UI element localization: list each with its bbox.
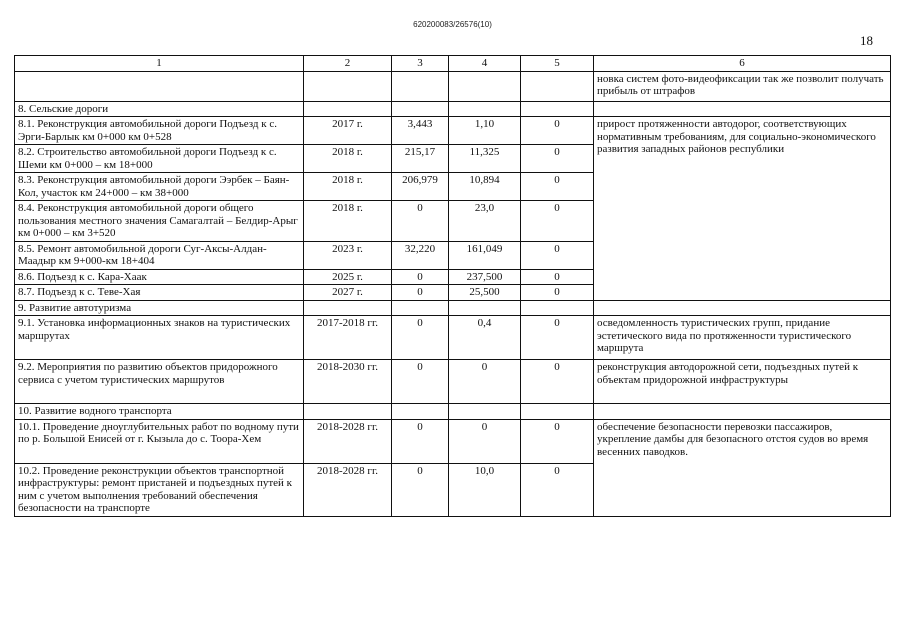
table-row xyxy=(15,316,891,360)
column-header: 1 xyxy=(15,56,304,72)
item-year: 2018 г. xyxy=(304,201,392,242)
item-value: 1,10 xyxy=(449,117,521,145)
item-value: 237,500 xyxy=(449,269,521,285)
table-row xyxy=(15,419,891,463)
item-year: 2018-2030 гг. xyxy=(304,360,392,404)
item-value: 0 xyxy=(521,241,594,269)
item-name: 10.2. Проведение реконструкции объектов транспортной инфраструктуры: ремонт пристаней и подъездных путей к ним с учетом выполнения требований обеспечения безопасности на транспорте xyxy=(15,463,304,516)
item-name: 8.6. Подъезд к с. Кара-Хаак xyxy=(15,269,304,285)
column-header: 5 xyxy=(521,56,594,72)
item-value: 0 xyxy=(521,285,594,301)
item-year: 2017-2018 гг. xyxy=(304,316,392,360)
document-id: 620200083/26576(10) xyxy=(413,20,492,29)
item-value: 206,979 xyxy=(392,173,449,201)
item-value: 0 xyxy=(449,360,521,404)
item-value: 23,0 xyxy=(449,201,521,242)
column-header: 3 xyxy=(392,56,449,72)
item-value: 0 xyxy=(521,360,594,404)
section-row xyxy=(15,101,891,117)
header-row xyxy=(15,56,891,72)
item-year: 2023 г. xyxy=(304,241,392,269)
item-name: 8.4. Реконструкция автомобильной дороги общего пользования местного значения Самагалтай – Белдир-Арыг км 0+000 – км 3+520 xyxy=(15,201,304,242)
item-value: 10,894 xyxy=(449,173,521,201)
item-value: 0 xyxy=(521,419,594,463)
item-year: 2018-2028 гг. xyxy=(304,419,392,463)
item-year: 2018 г. xyxy=(304,145,392,173)
column-header: 4 xyxy=(449,56,521,72)
item-year: 2018-2028 гг. xyxy=(304,463,392,516)
item-name: 10.1. Проведение дноуглубительных работ по водному пути по р. Большой Енисей от г. Кызыла до с. Тоора-Хем xyxy=(15,419,304,463)
item-value: 0 xyxy=(392,201,449,242)
item-value: 11,325 xyxy=(449,145,521,173)
item-name: 8.5. Ремонт автомобильной дороги Суг-Аксы-Алдан-Маадыр км 9+000-км 18+404 xyxy=(15,241,304,269)
item-name: 8.3. Реконструкция автомобильной дороги Ээрбек – Баян-Кол, участок км 24+000 – км 38+000 xyxy=(15,173,304,201)
column-header: 6 xyxy=(594,56,891,72)
item-year: 2025 г. xyxy=(304,269,392,285)
item-year: 2027 г. xyxy=(304,285,392,301)
continuation-row xyxy=(15,71,891,101)
section-row xyxy=(15,404,891,420)
item-value: 25,500 xyxy=(449,285,521,301)
item-value: 0 xyxy=(521,145,594,173)
item-name: 9.2. Мероприятия по развитию объектов придорожного сервиса с учетом туристических маршрутов xyxy=(15,360,304,404)
table-row xyxy=(15,117,891,145)
item-value: 0 xyxy=(521,316,594,360)
effect-cell: прирост протяженности автодорог, соответствующих нормативным требованиям, для социально-экономического развития западных районов республики xyxy=(594,117,891,301)
item-value: 0 xyxy=(521,173,594,201)
item-value: 0 xyxy=(521,117,594,145)
effect-cell: осведомленность туристических групп, придание эстетического вида по протяженности туристического маршрута xyxy=(594,316,891,360)
item-year: 2018 г. xyxy=(304,173,392,201)
item-value: 0 xyxy=(449,419,521,463)
item-value: 0 xyxy=(392,285,449,301)
effect-cell: реконструкция автодорожной сети, подъездных путей к объектам придорожной инфраструктуры xyxy=(594,360,891,404)
item-value: 0 xyxy=(392,463,449,516)
item-value: 161,049 xyxy=(449,241,521,269)
item-year: 2017 г. xyxy=(304,117,392,145)
item-value: 0 xyxy=(392,419,449,463)
page-number: 18 xyxy=(860,33,873,48)
item-value: 0 xyxy=(521,269,594,285)
item-value: 0 xyxy=(521,463,594,516)
item-name: 8.1. Реконструкция автомобильной дороги Подъезд к с. Эрги-Барлык км 0+000 км 0+528 xyxy=(15,117,304,145)
item-value: 0 xyxy=(392,360,449,404)
item-value: 10,0 xyxy=(449,463,521,516)
item-value: 0,4 xyxy=(449,316,521,360)
section-label: 10. Развитие водного транспорта xyxy=(15,404,304,420)
item-name: 8.7. Подъезд к с. Теве-Хая xyxy=(15,285,304,301)
item-value: 0 xyxy=(392,269,449,285)
section-label: 8. Сельские дороги xyxy=(15,101,304,117)
item-value: 0 xyxy=(521,201,594,242)
table-row xyxy=(15,360,891,404)
item-name: 8.2. Строительство автомобильной дороги Подъезд к с. Шеми км 0+000 – км 18+000 xyxy=(15,145,304,173)
item-name: 9.1. Установка информационных знаков на туристических маршрутах xyxy=(15,316,304,360)
section-label: 9. Развитие автотуризма xyxy=(15,300,304,316)
item-value: 3,443 xyxy=(392,117,449,145)
column-header: 2 xyxy=(304,56,392,72)
item-value: 215,17 xyxy=(392,145,449,173)
section-row xyxy=(15,300,891,316)
item-value: 0 xyxy=(392,316,449,360)
continuation-cell: новка систем фото-видеофиксации так же позволит получать прибыль от штрафов xyxy=(594,71,891,101)
effect-cell: обеспечение безопасности перевозки пассажиров, укрепление дамбы для безопасного отстоя судов во время весенних паводков. xyxy=(594,419,891,516)
item-value: 32,220 xyxy=(392,241,449,269)
program-table xyxy=(14,55,891,517)
